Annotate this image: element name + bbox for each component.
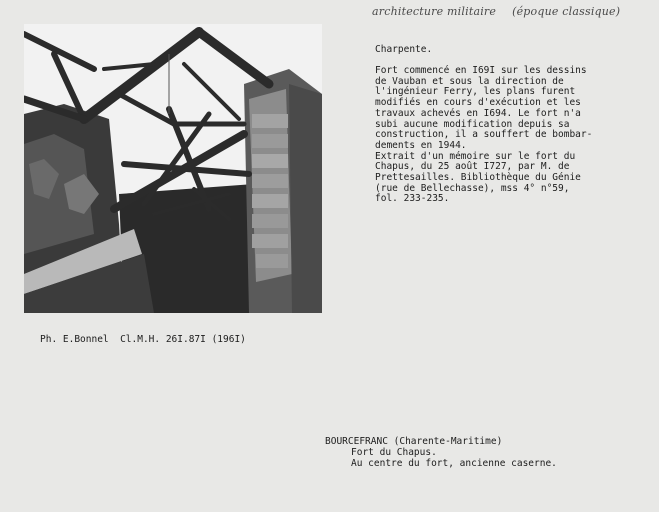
description-line: travaux achevés en I694. Le fort n'a (375, 107, 581, 119)
card-heading: Charpente. (375, 44, 433, 55)
description-line: fol. 233-235. (375, 193, 450, 205)
description-line: l'ingénieur Ferry, les plans furent (375, 86, 576, 98)
description-line: construction, il a souffert de bombar- (375, 129, 593, 141)
description-line: Extrait d'un mémoire sur le fort du (375, 150, 576, 162)
handwritten-note-category: architecture militaire (372, 5, 497, 18)
description-line: (rue de Bellechasse), mss 4° n°59, (375, 182, 570, 194)
description-line: Chapus, du 25 août I727, par M. de (375, 161, 570, 173)
photograph (24, 24, 322, 313)
description-text (375, 66, 592, 205)
location-detail: Au centre du fort, ancienne caserne. (351, 458, 557, 469)
photo-credit: Ph. E.Bonnel Cl.M.H. 26I.87I (196I) (40, 334, 246, 345)
description-line: subi aucune modification depuis sa (375, 118, 570, 130)
description-line: dements en 1944. (375, 139, 467, 151)
handwritten-note (372, 5, 620, 18)
description-line: Fort commencé en I69I sur les dessins (375, 65, 587, 76)
location-commune: BOURCEFRANC (Charente-Maritime) (325, 436, 503, 447)
roof-frame-photo-icon (24, 24, 322, 313)
description-line: de Vauban et sous la direction de (375, 75, 564, 87)
handwritten-note-period: (époque classique) (512, 5, 621, 18)
description-line: modifiés en cours d'exécution et les (375, 97, 581, 109)
description-line: Prettesailles. Bibliothèque du Génie (375, 172, 581, 184)
location-block (325, 436, 557, 469)
location-site: Fort du Chapus. (351, 447, 437, 458)
